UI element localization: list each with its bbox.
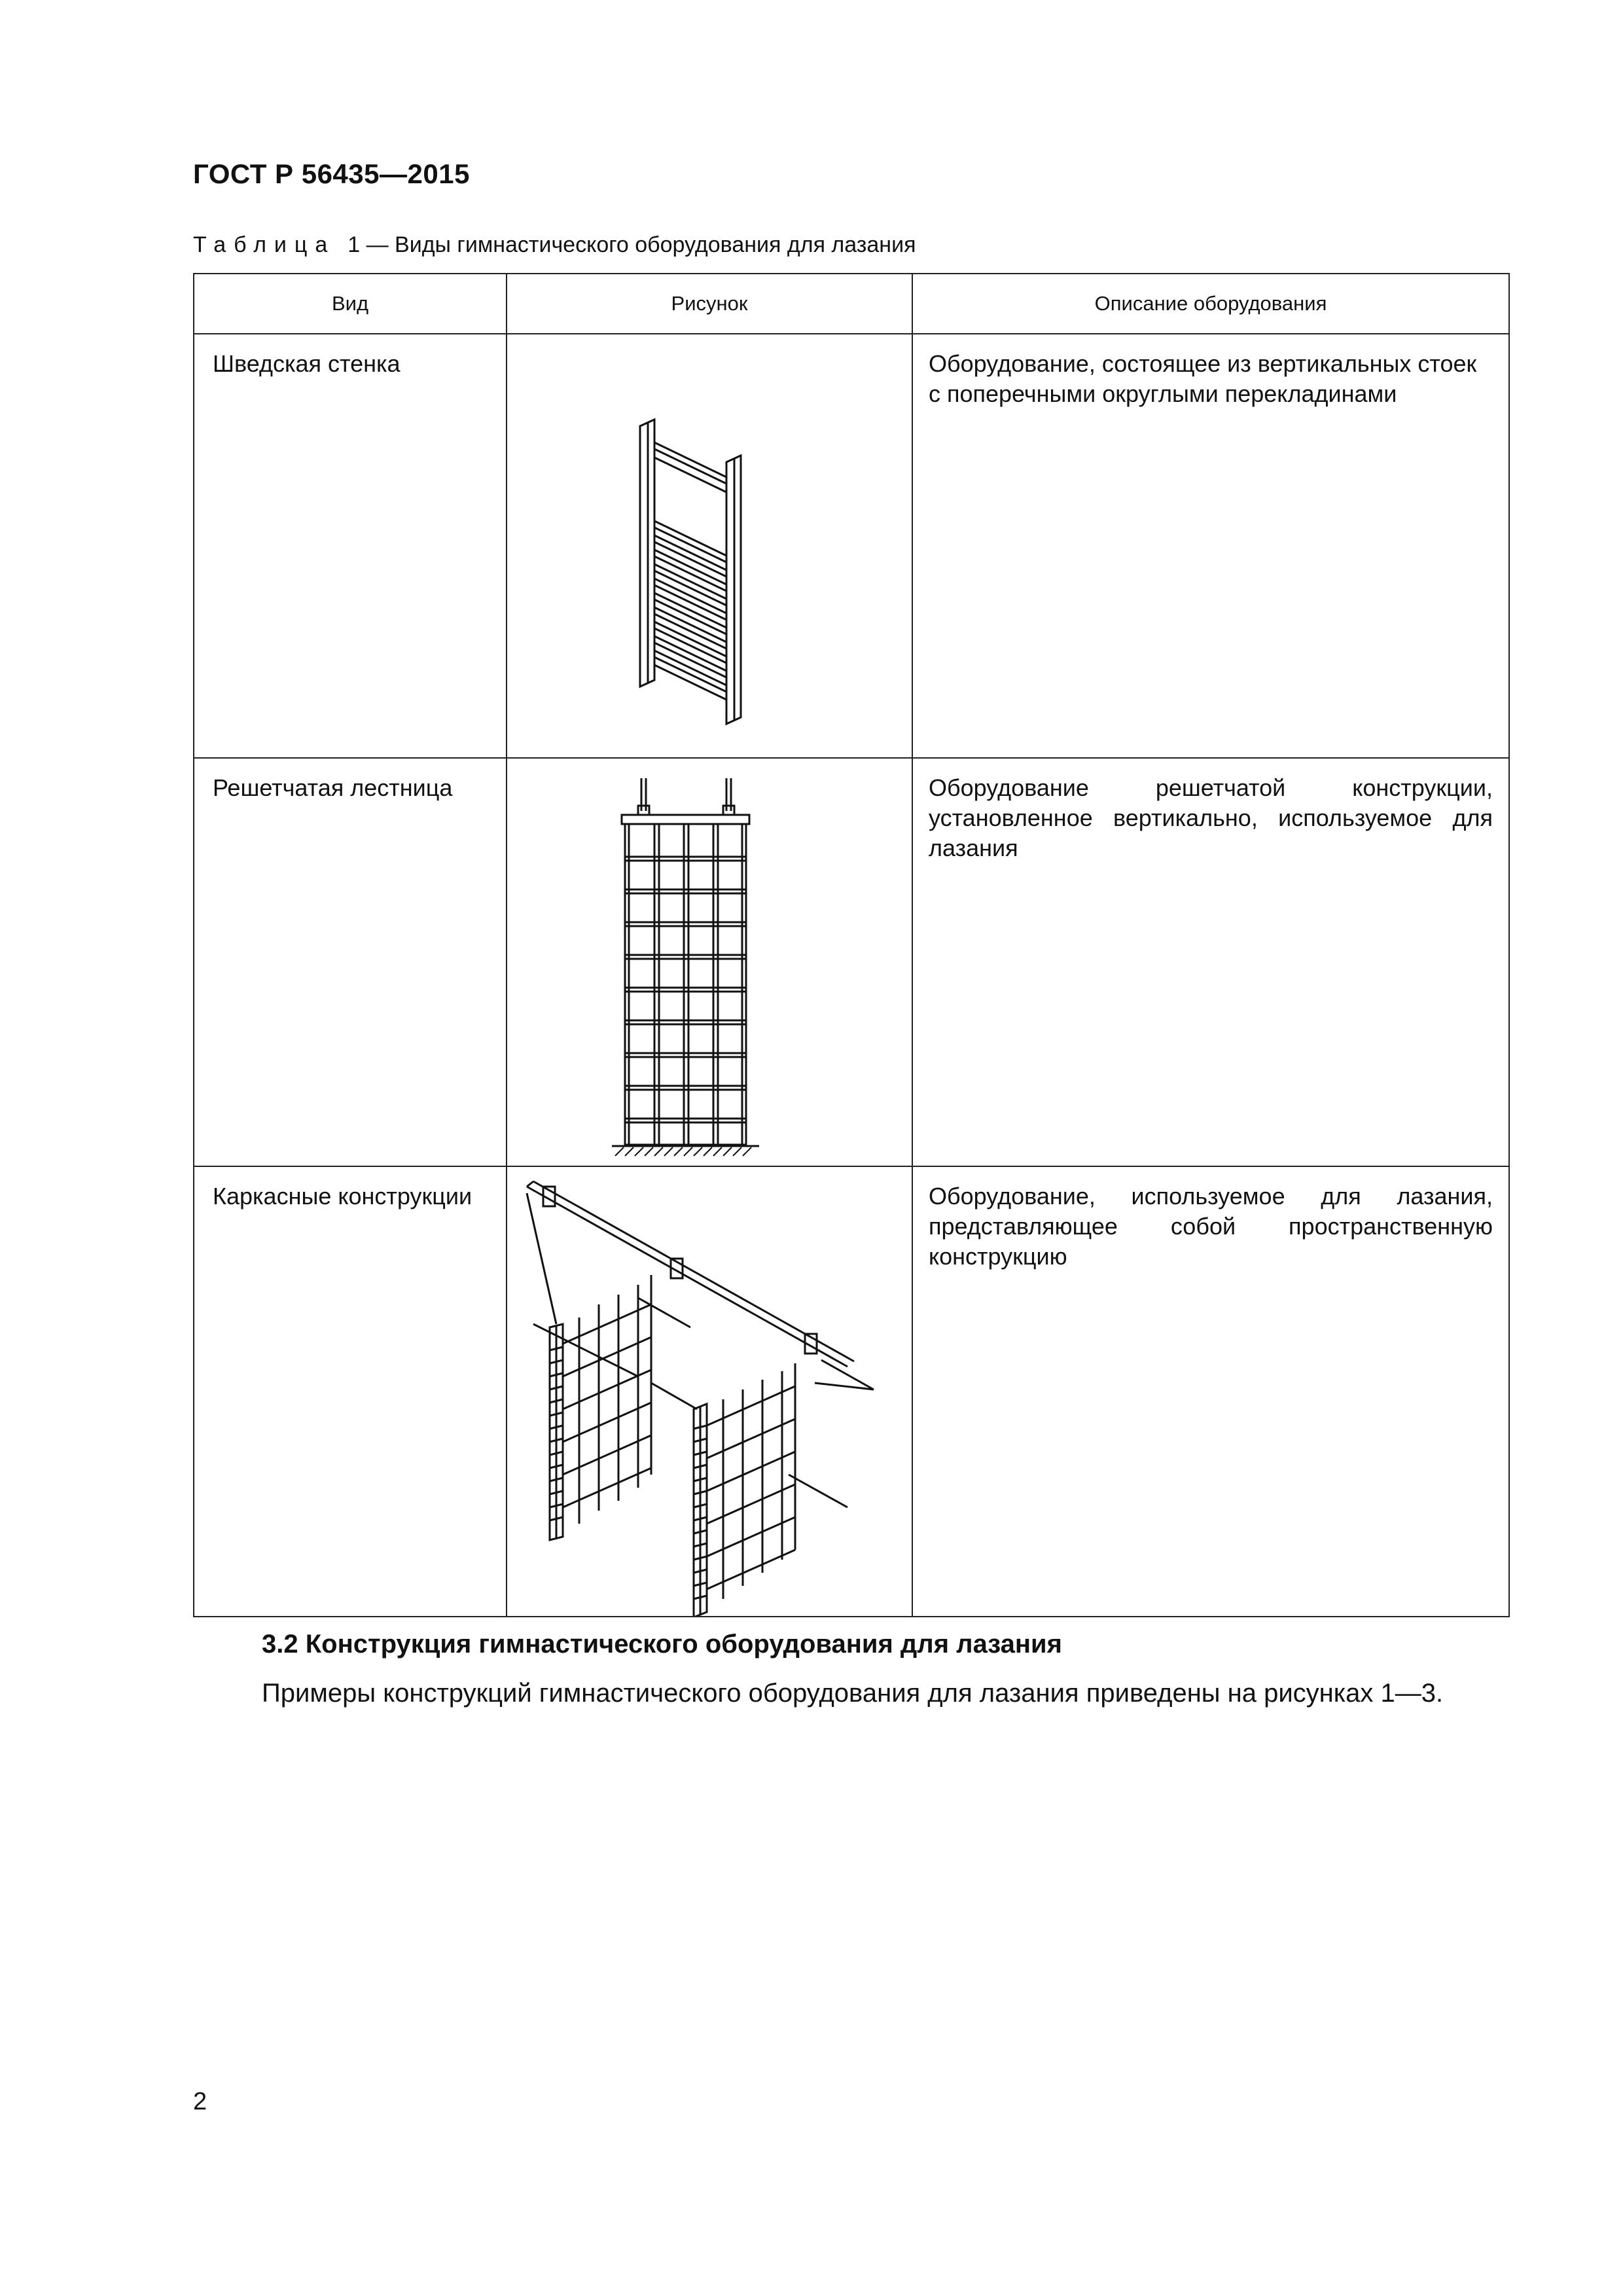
section-title: 3.2 Конструкция гимнастического оборудования для лазания bbox=[262, 1630, 1062, 1659]
table-caption bbox=[193, 232, 916, 258]
section-text: Примеры конструкций гимнастического оборудования для лазания приведены на рисунках 1—3. bbox=[262, 1679, 1444, 1708]
equipment-types-table bbox=[193, 273, 1510, 1617]
kind-cell: Каркасные конструкции bbox=[194, 1166, 507, 1617]
table-row bbox=[194, 758, 1509, 1166]
table-row bbox=[194, 1166, 1509, 1617]
description-cell: Оборудование решетчатой конструкции, установленное вертикально, используемое для лазания bbox=[912, 758, 1509, 1166]
picture-cell bbox=[507, 758, 912, 1166]
frame-structure-drawing bbox=[507, 1167, 913, 1616]
standard-header: ГОСТ Р 56435—2015 bbox=[193, 158, 470, 189]
column-header-kind: Вид bbox=[194, 274, 507, 334]
kind-cell: Решетчатая лестница bbox=[194, 758, 507, 1166]
table-row bbox=[194, 334, 1509, 758]
table-caption-number: 1 bbox=[348, 232, 361, 257]
picture-cell bbox=[507, 1166, 912, 1617]
description-cell: Оборудование, состоящее из вертикальных стоек с поперечными округлыми перекладинами bbox=[912, 334, 1509, 758]
table-caption-prefix: Таблица bbox=[193, 232, 336, 257]
description-cell: Оборудование, используемое для лазания, представляющее собой пространственную конструкцию bbox=[912, 1166, 1509, 1617]
kind-cell: Шведская стенка bbox=[194, 334, 507, 758]
picture-cell bbox=[507, 334, 912, 758]
table-header-row bbox=[194, 274, 1509, 334]
page-number: 2 bbox=[193, 2088, 207, 2115]
column-header-picture: Рисунок bbox=[507, 274, 912, 334]
column-header-description: Описание оборудования bbox=[912, 274, 1509, 334]
swedish-wall-drawing bbox=[507, 334, 913, 757]
table-caption-text: — Виды гимнастического оборудования для лазания bbox=[360, 232, 916, 257]
lattice-ladder-drawing bbox=[507, 759, 913, 1166]
